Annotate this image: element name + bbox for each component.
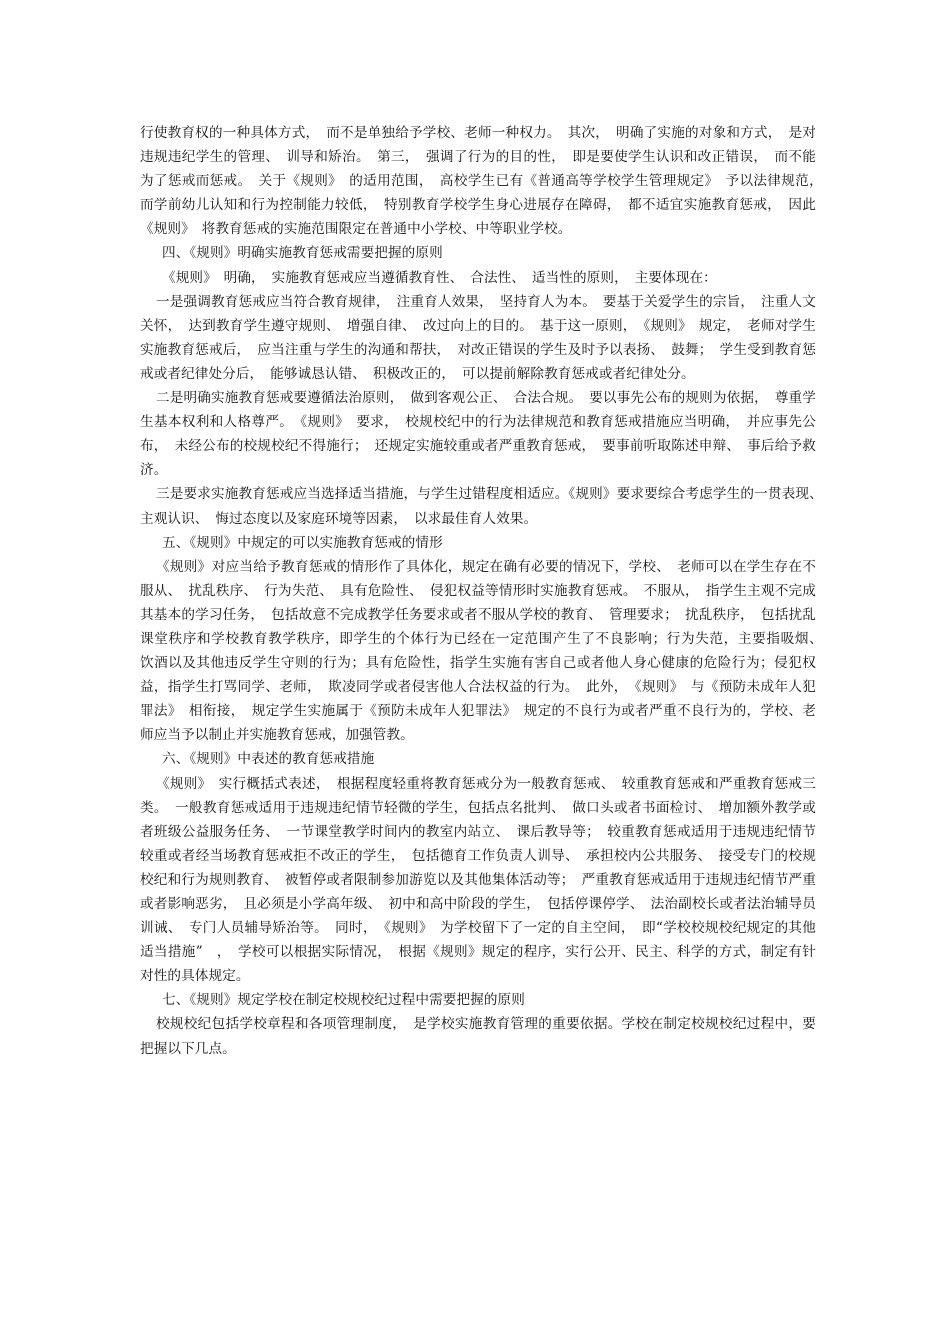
section-heading-6: 六、《规则》中表述的教育惩戒措施	[162, 751, 375, 768]
paragraph-principle-3: 三是要求实施教育惩戒应当选择适当措施，与学生过错程度相适应。《规则》要求要综合考虑学生的一贯表现、 主观认识、 悔过态度以及家庭环境等因素， 以求最佳育人效果。	[140, 486, 830, 527]
section-heading-7: 七、《规则》规定学校在制定校规校纪过程中需要把握的原则	[162, 992, 525, 1009]
section-heading-5: 五、《规则》中规定的可以实施教育惩戒的情形	[162, 534, 443, 551]
paragraph-principle-1: 一是强调教育惩戒应当符合教育规律， 注重育人效果， 坚持育人为本。 要基于关爱学生的宗旨， 注重人文关怀， 达到教育学生遵守规则、 增强自律、 改过向上的目的。 基于这一原则， 《规则》 规定， 老师对学生实施教育惩戒后， 应当注重与学生的沟通和帮扶， 对改正错误的学生及时予以表扬、 鼓舞； 学生受到教育惩戒或者纪律处分后， 能够诚恳认错、 积极改正的， 可以提前解除教育惩戒或者纪律处分。	[140, 293, 816, 382]
paragraph-principle-2: 二是明确实施教育惩戒要遵循法治原则， 做到客观公正、 合法合规。 要以事先公布的规则为依据， 尊重学生基本权利和人格尊严。 《规则》 要求， 校规校纪中的行为法律规范和教育惩戒措施应当明确， 并应事先公布， 未经公布的校规校纪不得施行； 还规定实施较重或者严重教育惩戒， 要事前听取陈述申辩、 事后给予救济。	[140, 390, 816, 479]
section-heading-4: 四、《规则》明确实施教育惩戒需要把握的原则	[162, 245, 443, 262]
document-body	[140, 121, 830, 1061]
paragraph-school-rules: 校规校纪包括学校章程和各项管理制度， 是学校实施教育管理的重要依据。学校在制定校规校纪过程中，要把握以下几点。	[140, 1016, 816, 1057]
paragraph-measures: 《规则》 实行概括式表述， 根据程度轻重将教育惩戒分为一般教育惩戒、 较重教育惩戒和严重教育惩戒三类。 一般教育惩戒适用于违规违纪情节轻微的学生，包括点名批判、 做口头或者书面检讨、 增加额外教学或者班级公益服务任务、 一节课堂教学时间内的教室内站立、 课后教导等； 较重教育惩戒适用于违规违纪情节较重或者经当场教育惩戒拒不改正的学生， 包括德育工作负责人训导、 承担校内公共服务、 接受专门的校规校纪和行为规则教育、 被暂停或者限制参加游览以及其他集体活动等； 严重教育惩戒适用于违规违纪情节严重或者影响恶劣， 且必须是小学高年级、 初中和高中阶段的学生， 包括停课停学、 法治副校长或者法治辅导员训诫、 专门人员辅导矫治等。 同时， 《规则》 为学校留下了一定的自主空间， 即“学校校规校纪规定的其他适当措施” ， 学校可以根据实际情况， 根据《规则》规定的程序，实行公开、民主、科学的方式，制定有针对性的具体规定。	[140, 775, 816, 985]
paragraph-situations: 《规则》对应当给予教育惩戒的情形作了具体化，规定在确有必要的情况下，学校、 老师可以在学生存在不服从、 扰乱秩序、 行为失范、 具有危险性、 侵犯权益等情形时实施教育惩戒。 不服从， 指学生主观不完成其基本的学习任务， 包括故意不完成教学任务要求或者不服从学校的教育、 管理要求； 扰乱秩序， 包括扰乱课堂秩序和学校教育教学秩序，即学生的个体行为已经在一定范围产生了不良影响；行为失范，主要指吸烟、 饮酒以及其他违反学生守则的行为；具有危险性，指学生实施有害自己或者他人身心健康的危险行为；侵犯权益，指学生打骂同学、老师， 欺凌同学或者侵害他人合法权益的行为。 此外， 《规则》 与《预防未成年人犯罪法》 相衔接， 规定学生实施属于《预防未成年人犯罪法》 规定的不良行为或者严重不良行为的，学校、老师应当予以制止并实施教育惩戒，加强管教。	[140, 558, 830, 744]
paragraph-scope: 行使教育权的一种具体方式， 而不是单独给予学校、老师一种权力。 其次， 明确了实施的对象和方式， 是对违规违纪学生的管理、 训导和矫治。 第三， 强调了行为的目的性， 即是要使学生认识和改正错误， 而不能为了惩戒而惩戒。 关于《规则》 的适用范围， 高校学生已有《普通高等学校学生管理规定》 予以法律规范， 而学前幼儿认知和行为控制能力较低， 特别教育学校学生身心进展存在障碍， 都不适宜实施教育惩戒， 因此《规则》 将教育惩戒的实施范围限定在普通中小学校、中等职业学校。	[140, 125, 830, 238]
paragraph-principles-intro: 《规则》 明确， 实施教育惩戒应当遵循教育性、 合法性、 适当性的原则， 主要体现在：	[162, 269, 717, 286]
